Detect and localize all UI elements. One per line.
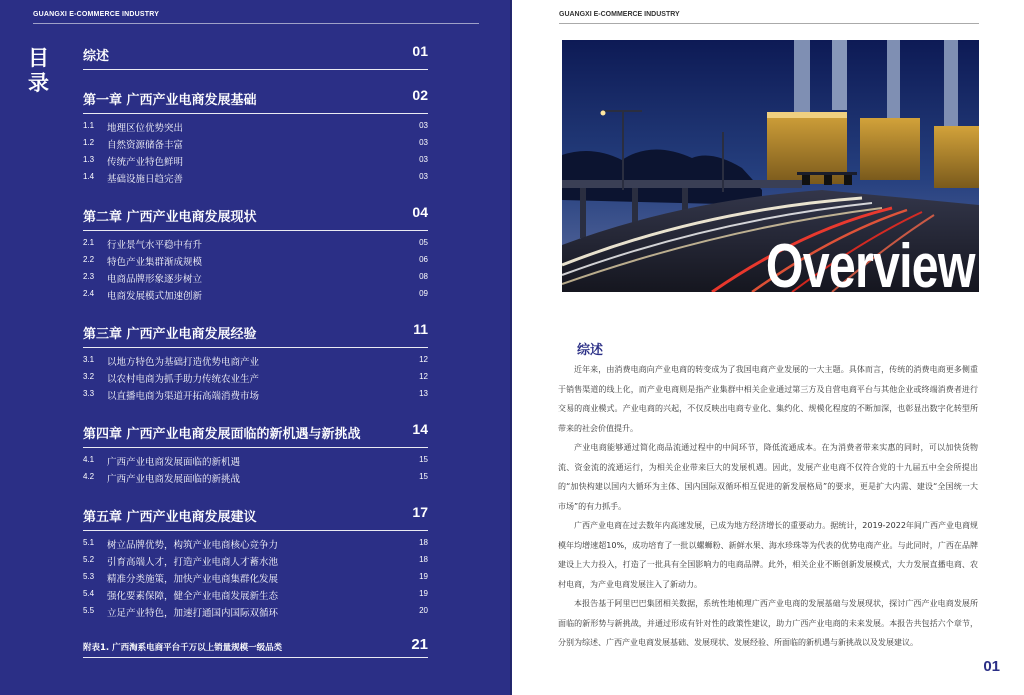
toc-section-num: 3.2 — [83, 372, 95, 381]
toc-section-text: 地理区位优势突出 — [107, 123, 184, 134]
paragraph: 近年来，由消费电商向产业电商的转变成为了我国电商产业发展的一大主题。具体而言，传统的消费电商更多侧重于销售渠道的线上化，而产业电商则是指产业集群中相关企业通过第三方及自营电商平台与其他企业或终端消费者进行交易的商业模式。产业电商的兴起，不仅反映出电商专业化、集约化、规模化程度的不断加深，也彰显出数字化转型所带来的社会价值提升。 — [558, 365, 978, 433]
paragraph: 广西产业电商在过去数年内高速发展，已成为地方经济增长的重要动力。据统计，2019-2022年间广西产业电商规模年均增速超10%，成功培育了一批以螺蛳粉、新鲜水果、海水珍珠等为代表的优势电商产业。与此同时，广西在品牌建设上大力投入，打造了一批具有全国影响力的电商品牌。此外，相关企业不断创新发展模式，大力发展直播电商、农村电商，为产业电商发展注入了新动力。 — [558, 521, 978, 589]
overview-page — [512, 0, 1024, 695]
toc-section-text: 电商发展模式加速创新 — [107, 291, 203, 302]
toc-section-page: 12 — [419, 372, 428, 381]
toc-chapter-page: 02 — [412, 87, 428, 103]
toc-section-num: 4.1 — [83, 455, 95, 464]
toc-chapter-1[interactable] — [83, 84, 428, 114]
toc-section-num: 2.1 — [83, 238, 95, 247]
toc-section-text: 树立品牌优势，构筑产业电商核心竞争力 — [107, 540, 279, 551]
toc-section-num: 2.4 — [83, 289, 95, 298]
toc-chapter-rule — [83, 447, 428, 448]
toc-section-item[interactable] — [83, 453, 428, 470]
toc-section-item[interactable] — [83, 287, 428, 304]
toc-chapter-page: 04 — [412, 204, 428, 220]
toc-section-num: 5.4 — [83, 589, 95, 598]
toc-chapter-5[interactable] — [83, 501, 428, 531]
toc-list — [83, 40, 428, 657]
toc-chapter-page: 17 — [412, 504, 428, 520]
toc-section-text: 特色产业集群渐成规模 — [107, 257, 203, 268]
toc-appendix-title: 附表1. 广西淘系电商平台千万以上销量规模一级品类 — [83, 643, 283, 653]
page-number: 01 — [983, 658, 1000, 675]
toc-section-text: 电商品牌形象逐步树立 — [107, 274, 203, 285]
toc-section-text: 引育高端人才，打造产业电商人才蓄水池 — [107, 557, 279, 568]
toc-section-text: 强化要素保障，健全产业电商发展新生态 — [107, 591, 279, 602]
toc-chapter-title: 综述 — [83, 49, 110, 64]
left-running-header: GUANGXI E-COMMERCE INDUSTRY — [33, 11, 160, 18]
toc-section-num: 5.5 — [83, 606, 95, 615]
toc-section-item[interactable] — [83, 570, 428, 587]
toc-appendix[interactable] — [83, 635, 428, 657]
toc-section-page: 15 — [419, 455, 428, 464]
toc-section-page: 03 — [419, 155, 428, 164]
toc-section-item[interactable] — [83, 170, 428, 187]
toc-section-num: 1.4 — [83, 172, 95, 181]
toc-section-page: 08 — [419, 272, 428, 281]
toc-section-list — [83, 114, 428, 187]
toc-appendix-rule — [83, 657, 428, 658]
right-header-rule — [559, 23, 979, 24]
toc-section-page: 06 — [419, 255, 428, 264]
toc-section-list — [83, 348, 428, 404]
toc-chapter-rule — [83, 530, 428, 531]
toc-chapter-rule — [83, 69, 428, 70]
paragraph: 本报告基于阿里巴巴集团相关数据，系统性地梳理广西产业电商的发展基础与发展现状，探讨广西产业电商发展所面临的新形势与新挑战，并通过形成有针对性的政策性建议，助力广西产业电商的未来发展。本报告共包括六个章节，分别为综述、广西产业电商发展基础、发展现状、发展经验、所面临的新机遇与新挑战以及发展建议。 — [558, 599, 978, 647]
toc-section-num: 1.1 — [83, 121, 95, 130]
toc-section-num: 5.1 — [83, 538, 95, 547]
toc-section-text: 自然资源储备丰富 — [107, 140, 184, 151]
toc-section-page: 20 — [419, 606, 428, 615]
toc-section-page: 09 — [419, 289, 428, 298]
toc-section-page: 03 — [419, 121, 428, 130]
toc-chapter-page: 14 — [412, 421, 428, 437]
toc-section-num: 4.2 — [83, 472, 95, 481]
toc-section-text: 基础设施日趋完善 — [107, 174, 184, 185]
toc-section-page: 12 — [419, 355, 428, 364]
toc-section-item[interactable] — [83, 153, 428, 170]
toc-section-page: 19 — [419, 589, 428, 598]
left-header-rule — [33, 23, 479, 24]
toc-section-text: 传统产业特色鲜明 — [107, 157, 184, 168]
toc-chapter-rule — [83, 230, 428, 231]
toc-chapter-2[interactable] — [83, 201, 428, 231]
toc-section-num: 3.3 — [83, 389, 95, 398]
toc-chapter-page: 01 — [412, 43, 428, 59]
toc-section-text: 以直播电商为渠道开拓高端消费市场 — [107, 391, 260, 402]
toc-section-item[interactable] — [83, 119, 428, 136]
toc-section-item[interactable] — [83, 553, 428, 570]
toc-chapter-3[interactable] — [83, 318, 428, 348]
toc-title-char: 目 — [28, 46, 49, 70]
toc-section-page: 18 — [419, 538, 428, 547]
toc-section-list — [83, 531, 428, 621]
toc-section-text: 精准分类施策，加快产业电商集群化发展 — [107, 574, 279, 585]
toc-section-num: 1.2 — [83, 138, 95, 147]
toc-section-text: 广西产业电商发展面临的新挑战 — [107, 474, 241, 485]
toc-section-num: 2.2 — [83, 255, 95, 264]
toc-section-page: 19 — [419, 572, 428, 581]
toc-title — [28, 46, 52, 96]
toc-chapter-4[interactable] — [83, 418, 428, 448]
toc-section-page: 15 — [419, 472, 428, 481]
toc-section-item[interactable] — [83, 136, 428, 153]
toc-section-item[interactable] — [83, 470, 428, 487]
toc-section-page: 03 — [419, 138, 428, 147]
toc-section-num: 5.3 — [83, 572, 95, 581]
toc-section-item[interactable] — [83, 270, 428, 287]
toc-section-item[interactable] — [83, 353, 428, 370]
toc-chapter-title: 第四章 广西产业电商发展面临的新机遇与新挑战 — [83, 427, 361, 442]
toc-section-item[interactable] — [83, 536, 428, 553]
toc-chapter-title: 第三章 广西产业电商发展经验 — [83, 327, 257, 342]
toc-chapter-title: 第一章 广西产业电商发展基础 — [83, 93, 257, 108]
city-highway-night-photo — [562, 40, 979, 292]
toc-appendix-page: 21 — [411, 636, 428, 653]
toc-chapter-rule — [83, 113, 428, 114]
toc-section-item[interactable] — [83, 604, 428, 621]
toc-section-text: 行业景气水平稳中有升 — [107, 240, 203, 251]
paragraph: 产业电商能够通过简化商品流通过程中的中间环节，降低流通成本。在为消费者带来实惠的同时，可以加快货物流、资金流的流通运行，为相关企业带来巨大的发展机遇。因此，发展产业电商不仅符合党的十九届五中全会所提出的“加快构建以国内大循环为主体、国内国际双循环相互促进的新发展格局”的要求，更是扩大内需、建设“全国统一大市场”的有力抓手。 — [558, 443, 978, 511]
toc-section-item[interactable] — [83, 370, 428, 387]
toc-section-text: 以农村电商为抓手助力传统农业生产 — [107, 374, 260, 385]
right-running-header: GUANGXI E-COMMERCE INDUSTRY — [559, 11, 680, 18]
toc-section-item[interactable] — [83, 387, 428, 404]
toc-chapter-page: 11 — [413, 321, 428, 337]
toc-chapter-rule — [83, 347, 428, 348]
toc-chapter-title: 第二章 广西产业电商发展现状 — [83, 210, 257, 225]
toc-section-num: 5.2 — [83, 555, 95, 564]
toc-section-item[interactable] — [83, 587, 428, 604]
toc-chapter-0[interactable] — [83, 40, 428, 70]
toc-section-page: 13 — [419, 389, 428, 398]
toc-section-item[interactable] — [83, 253, 428, 270]
overview-body — [558, 360, 978, 653]
toc-section-num: 1.3 — [83, 155, 95, 164]
toc-section-num: 2.3 — [83, 272, 95, 281]
toc-section-list — [83, 231, 428, 304]
toc-section-text: 广西产业电商发展面临的新机遇 — [107, 457, 241, 468]
toc-section-page: 03 — [419, 172, 428, 181]
toc-section-text: 立足产业特色，加速打通国内国际双循环 — [107, 608, 279, 619]
toc-section-text: 以地方特色为基础打造优势电商产业 — [107, 357, 260, 368]
overview-heading-word: Overview — [766, 232, 975, 292]
toc-section-item[interactable] — [83, 236, 428, 253]
toc-chapter-title: 第五章 广西产业电商发展建议 — [83, 510, 257, 525]
toc-section-page: 18 — [419, 555, 428, 564]
toc-section-list — [83, 448, 428, 487]
toc-title-char: 录 — [28, 71, 49, 95]
toc-section-num: 3.1 — [83, 355, 95, 364]
toc-section-page: 05 — [419, 238, 428, 247]
section-title: 综述 — [577, 343, 604, 358]
